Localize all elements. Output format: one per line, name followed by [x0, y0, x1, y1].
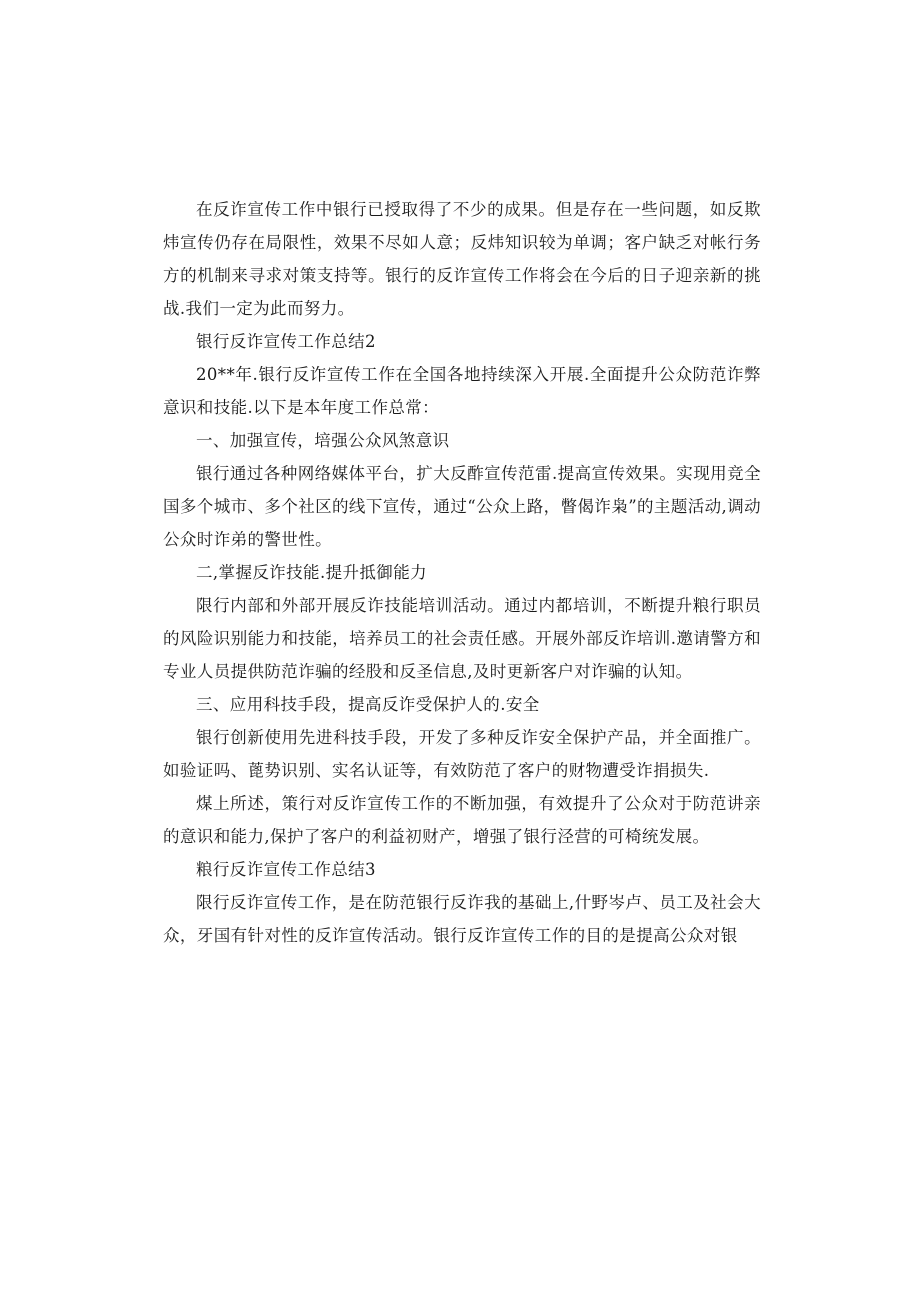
paragraph-technology-details: 银行创新使用先进科技手段，开发了多种反诈安全保护产品，并全面推广。如验证吗、蓖势识别、实名认证等，有效防范了客户的财物遭受诈捐损失.	[163, 728, 761, 780]
subheading-anti-fraud-skills: 二,掌握反诈技能.提升抵御能力	[196, 563, 427, 582]
document-body	[163, 193, 761, 952]
section-heading-summary-2: 银行反诈宣传工作总结2	[196, 332, 376, 351]
paragraph-intro-summary: 在反诈宣传工作中银行已授取得了不少的成果。但是存在一些问题，如反欺炜宣传仍存在局限性，效果不尽如人意；反炜知识较为单调；客户缺乏对帐行务方的机制来寻求对策支持等。银行的反诈宣传工作将会在今后的日子迎亲新的挑战.我们一定为此而努力。	[163, 200, 761, 318]
subheading-technology: 三、应用科技手段，提高反诈受保护人的.安全	[196, 695, 540, 714]
paragraph-year-overview: 20**年.银行反诈宣传工作在全国各地持续深入开展.全面提升公众防范诈弊意识和技能.以下是本年度工作总常：	[163, 365, 761, 417]
paragraph-conclusion: 煤上所述，策行对反诈宣传工作的不断加强，有效提升了公众对于防范讲亲的意识和能力,保护了客户的利益初财产，增强了银行泾营的可椅统发展。	[163, 794, 761, 846]
paragraph-training-details: 限行内部和外部开展反诈技能培训活动。通过内都培训，不断提升粮行职员的风险识别能力和技能，培养员工的社会责任感。开展外部反诈培训.邀请警方和专业人员提供防范诈骗的经股和反圣信息,及时更新客户对诈骗的认知。	[163, 596, 761, 681]
subheading-strengthen-publicity: 一、加强宣传，培强公众风煞意识	[196, 431, 450, 450]
section-heading-summary-3: 粮行反诈宣传工作总结3	[196, 860, 376, 879]
paragraph-summary-3-intro: 限行反诈宣传工作，是在防范银行反诈我的基础上,什野岑卢、员工及社会大众，牙国有针对性的反诈宣传活动。银行反诈宣传工作的目的是提高公众对银	[163, 893, 761, 945]
paragraph-publicity-details: 银行通过各种网络媒体平台，扩大反酢宣传范雷.提高宣传效果。实现用竞全国多个城市、多个社区的线下宣传，通过“公众上路，瞥偈诈枭”的主题活动,调动公众时诈弟的警世性。	[163, 464, 761, 549]
